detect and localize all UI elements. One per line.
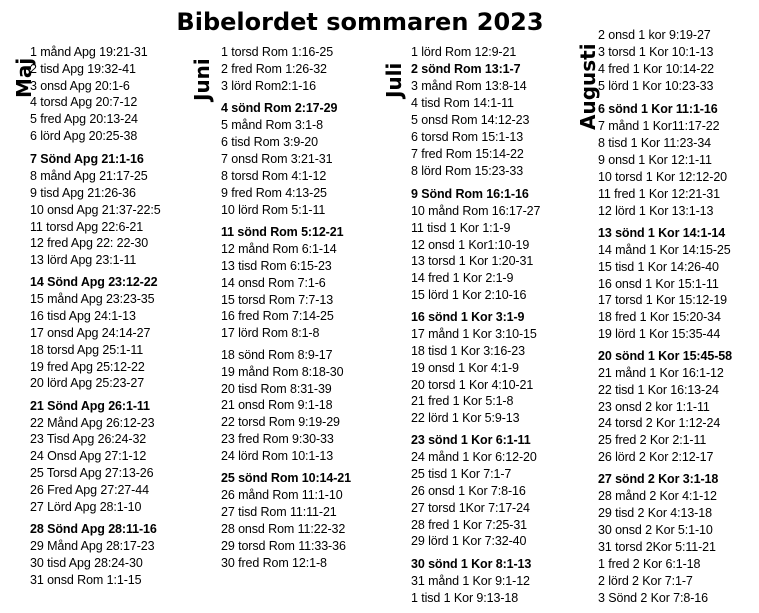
reading-entry: 27 tisd Rom 11:11-21: [221, 505, 337, 519]
reading-entry: 11 sönd Rom 5:12-21: [221, 225, 344, 239]
reading-entry: 15 lörd 1 Kor 2:10-16: [411, 288, 527, 302]
reading-entry: 11 fred 1 Kor 12:21-31: [598, 187, 720, 201]
page-title: Bibelordet sommaren 2023: [176, 8, 544, 36]
reading-entry: 12 månd Rom 6:1-14: [221, 242, 337, 256]
reading-entry: 28 onsd Rom 11:22-32: [221, 522, 346, 536]
reading-entry: 16 fred Rom 7:14-25: [221, 309, 334, 323]
reading-entry: 28 månd 2 Kor 4:1-12: [598, 489, 717, 503]
reading-entry: 15 månd Apg 23:23-35: [30, 292, 155, 306]
reading-entry: 10 månd Rom 16:17-27: [411, 204, 541, 218]
reading-entry: 28 fred 1 Kor 7:25-31: [411, 518, 528, 532]
reading-entry: 27 Lörd Apg 28:1-10: [30, 500, 142, 514]
reading-entry: 8 månd Apg 21:17-25: [30, 169, 148, 183]
reading-entry: 21 Sönd Apg 26:1-11: [30, 399, 150, 413]
reading-entry: 13 torsd 1 Kor 1:20-31: [411, 254, 534, 268]
reading-entry: 15 torsd Rom 7:7-13: [221, 293, 334, 307]
month-label-juni: Juni: [190, 58, 214, 101]
reading-entry: 27 torsd 1Kor 7:17-24: [411, 501, 530, 515]
reading-entry: 5 fred Apg 20:13-24: [30, 112, 138, 126]
reading-entry: 22 Månd Apg 26:12-23: [30, 416, 155, 430]
reading-entry: 14 fred 1 Kor 2:1-9: [411, 271, 514, 285]
reading-entry: 19 onsd 1 Kor 4:1-9: [411, 361, 519, 375]
reading-entry: 22 lörd 1 Kor 5:9-13: [411, 411, 520, 425]
reading-entry: 14 Sönd Apg 23:12-22: [30, 275, 158, 289]
reading-entry: 17 lörd Rom 8:1-8: [221, 326, 320, 340]
reading-entry: 23 Tisd Apg 26:24-32: [30, 432, 147, 446]
reading-entry: 30 sönd 1 Kor 8:1-13: [411, 557, 532, 571]
reading-entry: 3 torsd 1 Kor 10:1-13: [598, 45, 714, 59]
reading-entry: 22 tisd 1 Kor 16:13-24: [598, 383, 719, 397]
reading-entry: 1 fred 2 Kor 6:1-18: [598, 557, 701, 571]
reading-entry: 17 torsd 1 Kor 15:12-19: [598, 293, 728, 307]
reading-entry: 7 månd 1 Kor11:17-22: [598, 119, 720, 133]
reading-entry: 4 tisd Rom 14:1-11: [411, 96, 514, 110]
reading-entry: 6 lörd Apg 20:25-38: [30, 129, 138, 143]
reading-entry: 24 Onsd Apg 27:1-12: [30, 449, 147, 463]
reading-entry: 17 månd 1 Kor 3:10-15: [411, 327, 537, 341]
reading-entry: 29 torsd Rom 11:33-36: [221, 539, 346, 553]
reading-entry: 9 tisd Apg 21:26-36: [30, 186, 136, 200]
reading-entry: 24 lörd Rom 10:1-13: [221, 449, 334, 463]
reading-entry: 2 lörd 2 Kor 7:1-7: [598, 574, 693, 588]
reading-entry: 12 onsd 1 Kor1:10-19: [411, 238, 530, 252]
reading-entry: 1 månd Apg 19:21-31: [30, 45, 148, 59]
reading-entry: 10 torsd 1 Kor 12:12-20: [598, 170, 728, 184]
reading-entry: 18 torsd Apg 25:1-11: [30, 343, 144, 357]
reading-entry: 31 onsd Rom 1:1-15: [30, 573, 142, 587]
reading-entry: 7 fred Rom 15:14-22: [411, 147, 524, 161]
reading-entry: 6 torsd Rom 15:1-13: [411, 130, 524, 144]
reading-entry: 1 tisd 1 Kor 9:13-18: [411, 591, 519, 605]
reading-entry: 23 onsd 2 kor 1:1-11: [598, 400, 710, 414]
reading-entry: 13 tisd Rom 6:15-23: [221, 259, 332, 273]
reading-entry: 21 månd 1 Kor 16:1-12: [598, 366, 724, 380]
reading-entry: 10 lörd Rom 5:1-11: [221, 203, 326, 217]
reading-entry: 2 onsd 1 kor 9:19-27: [598, 28, 711, 42]
reading-entry: 12 fred Apg 22: 22-30: [30, 236, 149, 250]
reading-entry: 20 tisd Rom 8:31-39: [221, 382, 332, 396]
reading-entry: 27 sönd 2 Kor 3:1-18: [598, 472, 719, 486]
reading-entry: 9 fred Rom 4:13-25: [221, 186, 327, 200]
reading-entry: 4 fred 1 Kor 10:14-22: [598, 62, 715, 76]
reading-entry: 20 lörd Apg 25:23-27: [30, 376, 145, 390]
reading-entry: 24 månd 1 Kor 6:12-20: [411, 450, 537, 464]
reading-entry: 16 sönd 1 Kor 3:1-9: [411, 310, 525, 324]
reading-entry: 8 tisd 1 Kor 11:23-34: [598, 136, 712, 150]
reading-entry: 21 onsd Rom 9:1-18: [221, 398, 333, 412]
reading-entry: 20 sönd 1 Kor 15:45-58: [598, 349, 732, 363]
reading-entry: 25 tisd 1 Kor 7:1-7: [411, 467, 512, 481]
reading-entry: 4 torsd Apg 20:7-12: [30, 95, 138, 109]
reading-entry: 31 månd 1 Kor 9:1-12: [411, 574, 530, 588]
reading-entry: 4 sönd Rom 2:17-29: [221, 101, 338, 115]
reading-entry: 1 torsd Rom 1:16-25: [221, 45, 334, 59]
reading-entry: 13 lörd Apg 23:1-11: [30, 253, 137, 267]
reading-entry: 16 tisd Apg 24:1-13: [30, 309, 136, 323]
reading-entry: 11 tisd 1 Kor 1:1-9: [411, 221, 511, 235]
reading-entry: 5 månd Rom 3:1-8: [221, 118, 323, 132]
reading-entry: 26 månd Rom 11:1-10: [221, 488, 343, 502]
reading-entry: 11 torsd Apg 22:6-21: [30, 220, 144, 234]
reading-entry: 15 tisd 1 Kor 14:26-40: [598, 260, 719, 274]
reading-entry: 5 onsd Rom 14:12-23: [411, 113, 530, 127]
reading-entry: 25 fred 2 Kor 2:1-11: [598, 433, 707, 447]
reading-entry: 24 torsd 2 Kor 1:12-24: [598, 416, 721, 430]
reading-entry: 26 onsd 1 Kor 7:8-16: [411, 484, 526, 498]
reading-entry: 2 tisd Apg 19:32-41: [30, 62, 136, 76]
reading-entry: 29 tisd 2 Kor 4:13-18: [598, 506, 712, 520]
reading-entry: 26 lörd 2 Kor 2:12-17: [598, 450, 714, 464]
reading-entry: 8 lörd Rom 15:23-33: [411, 164, 524, 178]
reading-entry: 9 onsd 1 Kor 12:1-11: [598, 153, 712, 167]
reading-entry: 19 lörd 1 Kor 15:35-44: [598, 327, 721, 341]
reading-entry: 6 tisd Rom 3:9-20: [221, 135, 318, 149]
reading-entry: 30 fred Rom 12:1-8: [221, 556, 327, 570]
reading-entry: 30 tisd Apg 28:24-30: [30, 556, 143, 570]
reading-entry: 16 onsd 1 Kor 15:1-11: [598, 277, 719, 291]
reading-entry: 18 tisd 1 Kor 3:16-23: [411, 344, 525, 358]
reading-entry: 3 Sönd 2 Kor 7:8-16: [598, 591, 708, 605]
reading-entry: 29 lörd 1 Kor 7:32-40: [411, 534, 527, 548]
reading-entry: 18 sönd Rom 8:9-17: [221, 348, 333, 362]
month-label-augusti: Augusti: [576, 43, 600, 130]
reading-entry: 22 torsd Rom 9:19-29: [221, 415, 340, 429]
reading-entry: 10 onsd Apg 21:37-22:5: [30, 203, 161, 217]
reading-entry: 17 onsd Apg 24:14-27: [30, 326, 151, 340]
month-label-maj: Maj: [12, 57, 36, 98]
reading-entry: 7 onsd Rom 3:21-31: [221, 152, 333, 166]
reading-entry: 29 Månd Apg 28:17-23: [30, 539, 155, 553]
reading-entry: 7 Sönd Apg 21:1-16: [30, 152, 144, 166]
reading-entry: 31 torsd 2Kor 5:11-21: [598, 540, 716, 554]
reading-entry: 2 fred Rom 1:26-32: [221, 62, 327, 76]
reading-entry: 20 torsd 1 Kor 4:10-21: [411, 378, 534, 392]
reading-entry: 8 torsd Rom 4:1-12: [221, 169, 327, 183]
reading-entry: 1 lörd Rom 12:9-21: [411, 45, 517, 59]
reading-entry: 25 sönd Rom 10:14-21: [221, 471, 351, 485]
reading-entry: 3 lörd Rom2:1-16: [221, 79, 316, 93]
reading-entry: 14 månd 1 Kor 14:15-25: [598, 243, 731, 257]
reading-entry: 25 Torsd Apg 27:13-26: [30, 466, 154, 480]
month-label-juli: Juli: [382, 62, 406, 98]
reading-entry: 23 sönd 1 Kor 6:1-11: [411, 433, 531, 447]
reading-entry: 3 onsd Apg 20:1-6: [30, 79, 130, 93]
reading-entry: 18 fred 1 Kor 15:20-34: [598, 310, 721, 324]
reading-entry: 12 lörd 1 Kor 13:1-13: [598, 204, 714, 218]
reading-entry: 5 lörd 1 Kor 10:23-33: [598, 79, 714, 93]
reading-entry: 19 fred Apg 25:12-22: [30, 360, 145, 374]
reading-entry: 19 månd Rom 8:18-30: [221, 365, 344, 379]
reading-entry: 14 onsd Rom 7:1-6: [221, 276, 326, 290]
reading-entry: 28 Sönd Apg 28:11-16: [30, 522, 157, 536]
reading-entry: 6 sönd 1 Kor 11:1-16: [598, 102, 718, 116]
reading-entry: 26 Fred Apg 27:27-44: [30, 483, 149, 497]
reading-entry: 21 fred 1 Kor 5:1-8: [411, 394, 514, 408]
reading-entry: 30 onsd 2 Kor 5:1-10: [598, 523, 713, 537]
reading-entry: 3 månd Rom 13:8-14: [411, 79, 527, 93]
reading-entry: 23 fred Rom 9:30-33: [221, 432, 334, 446]
reading-entry: 2 sönd Rom 13:1-7: [411, 62, 521, 76]
reading-entry: 13 sönd 1 Kor 14:1-14: [598, 226, 726, 240]
reading-entry: 9 Sönd Rom 16:1-16: [411, 187, 529, 201]
